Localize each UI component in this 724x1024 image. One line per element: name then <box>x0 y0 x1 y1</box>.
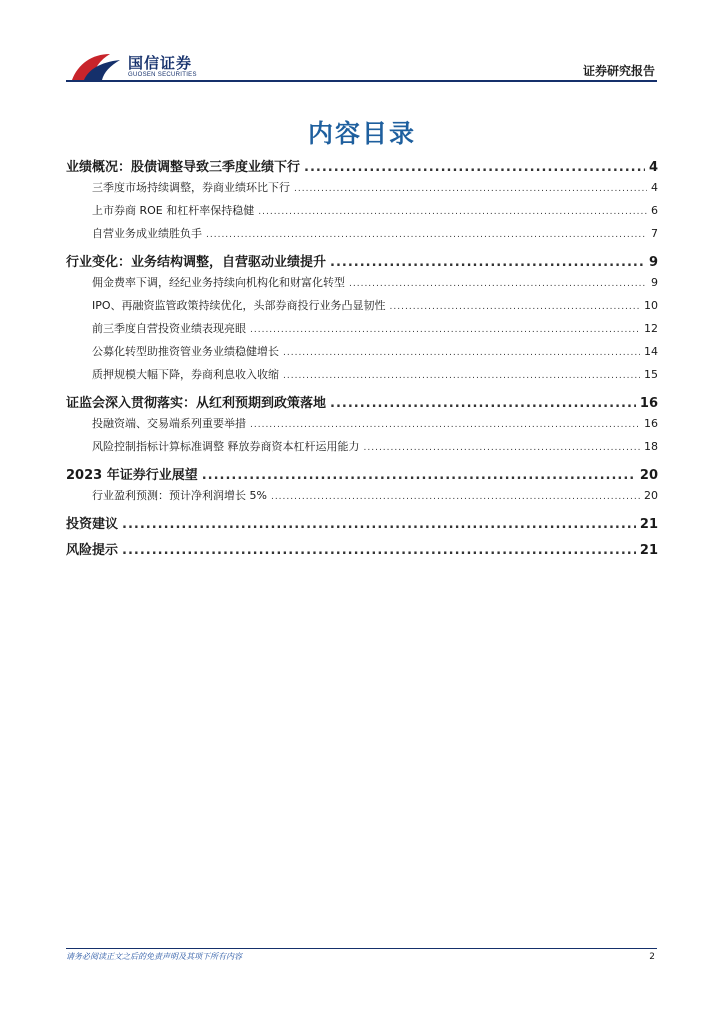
toc-leader-dots <box>250 420 640 430</box>
page-number: 2 <box>649 952 655 962</box>
toc-entry-title: 行业变化：业务结构调整，自营驱动业绩提升 <box>66 255 327 270</box>
toc-subsection-entry[interactable] <box>92 320 658 336</box>
toc-leader-dots <box>304 160 645 175</box>
toc-entry-page: 16 <box>644 417 658 430</box>
toc-entry-title: 行业盈利预测：预计净利润增长 5% <box>92 489 267 502</box>
toc-entry-page: 10 <box>644 299 658 312</box>
toc-entry-title: IPO、再融资监管政策持续优化，头部券商投行业务凸显韧性 <box>92 299 386 312</box>
toc-entry-title: 投融资端、交易端系列重要举措 <box>92 417 246 430</box>
toc-subsection-entry[interactable] <box>92 179 658 195</box>
toc-subsection-entry[interactable] <box>92 366 658 382</box>
toc-section-entry[interactable] <box>66 464 658 483</box>
page-header <box>0 0 724 90</box>
toc-leader-dots <box>202 468 636 483</box>
toc-entry-page: 14 <box>644 345 658 358</box>
toc-entry-page: 9 <box>648 255 658 270</box>
guosen-logo-icon <box>70 50 126 84</box>
toc-subsection-entry[interactable] <box>92 274 658 290</box>
toc-section-entry[interactable] <box>66 251 658 270</box>
toc-entry-page: 20 <box>644 489 658 502</box>
toc-entry-page: 15 <box>644 368 658 381</box>
toc-leader-dots <box>330 255 645 270</box>
toc-section-entry[interactable] <box>66 392 658 411</box>
toc-leader-dots <box>250 325 640 335</box>
toc-entry-title: 2023 年证券行业展望 <box>66 468 198 483</box>
toc-leader-dots <box>390 302 640 312</box>
toc-section-entry[interactable] <box>66 156 658 175</box>
toc-section-entry[interactable] <box>66 513 658 532</box>
toc-leader-dots <box>122 517 636 532</box>
toc-section-entry[interactable] <box>66 539 658 558</box>
toc-entry-title: 风险控制指标计算标准调整 释放券商资本杠杆运用能力 <box>92 440 360 453</box>
toc-entry-title: 三季度市场持续调整，券商业绩环比下行 <box>92 181 290 194</box>
toc-title: 内容目录 <box>307 119 416 148</box>
toc-leader-dots <box>283 348 640 358</box>
toc-entry-title: 证监会深入贯彻落实：从红利预期到政策落地 <box>66 396 327 411</box>
toc-leader-dots <box>271 492 640 502</box>
toc-leader-dots <box>258 207 647 217</box>
toc-entry-title: 公募化转型助推资管业务业绩稳健增长 <box>92 345 279 358</box>
toc-entry-page: 12 <box>644 322 658 335</box>
toc-entry-title: 前三季度自营投资业绩表现亮眼 <box>92 322 246 335</box>
header-divider <box>66 80 657 82</box>
toc-entry-page: 4 <box>651 181 658 194</box>
toc-subsection-entry[interactable] <box>92 438 658 454</box>
toc-entry-title: 自营业务成业绩胜负手 <box>92 227 202 240</box>
footer-divider <box>66 948 657 949</box>
toc-leader-dots <box>349 279 647 289</box>
toc-entry-page: 21 <box>639 543 658 558</box>
toc-entry-page: 21 <box>639 517 658 532</box>
toc-subsection-entry[interactable] <box>92 225 658 241</box>
toc-entry-title: 质押规模大幅下降，券商利息收入收缩 <box>92 368 279 381</box>
toc-subsection-entry[interactable] <box>92 343 658 359</box>
toc-subsection-entry[interactable] <box>92 487 658 503</box>
toc-leader-dots <box>294 184 647 194</box>
toc-entry-page: 16 <box>639 396 658 411</box>
toc-entry-title: 风险提示 <box>66 543 119 558</box>
logo-cn-text: 国信证券 <box>128 54 193 72</box>
toc-subsection-entry[interactable] <box>92 202 658 218</box>
toc-entry-page: 6 <box>651 204 658 217</box>
toc-leader-dots <box>364 443 641 453</box>
logo-en-text: GUOSEN SECURITIES <box>128 72 197 78</box>
toc-entry-title: 佣金费率下调，经纪业务持续向机构化和财富化转型 <box>92 276 345 289</box>
toc-entry-title: 业绩概况：股债调整导致三季度业绩下行 <box>66 160 301 175</box>
toc-entry-page: 4 <box>648 160 658 175</box>
toc-entry-page: 9 <box>651 276 658 289</box>
toc-entry-page: 18 <box>644 440 658 453</box>
toc-entry-page: 20 <box>639 468 658 483</box>
toc-leader-dots <box>283 371 640 381</box>
toc-entry-page: 7 <box>651 227 658 240</box>
toc-entry-title: 投资建议 <box>66 517 119 532</box>
toc-leader-dots <box>206 230 647 240</box>
report-type-label: 证券研究报告 <box>582 64 655 78</box>
toc-leader-dots <box>330 396 636 411</box>
toc-subsection-entry[interactable] <box>92 415 658 431</box>
toc-entry-title: 上市券商 ROE 和杠杆率保持稳健 <box>92 204 255 217</box>
toc-subsection-entry[interactable] <box>92 297 658 313</box>
footer-disclaimer: 请务必阅读正文之后的免责声明及其项下所有内容 <box>66 952 242 961</box>
toc-leader-dots <box>122 543 636 558</box>
